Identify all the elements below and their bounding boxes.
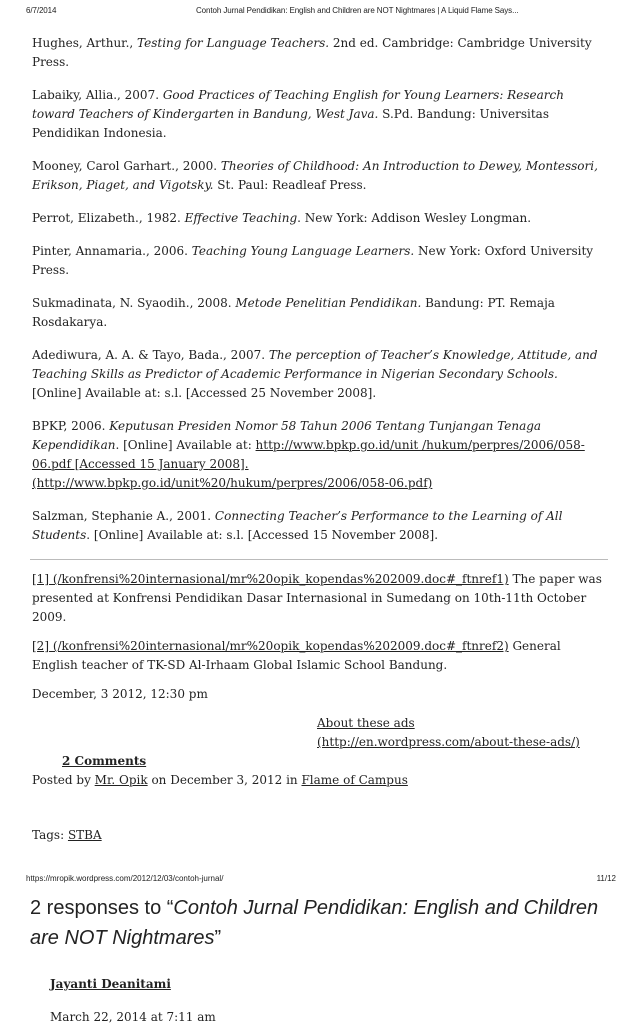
- comment-author-link[interactable]: Jayanti Deanitami: [50, 977, 171, 991]
- footnote-1-link[interactable]: [1] (/konfrensi%20internasional/mr%20opik_kopendas%202009.doc#_ftnref1): [32, 572, 509, 586]
- responses-heading: 2 responses to “Contoh Jurnal Pendidikan: English and Children are NOT Nightmares”: [30, 897, 599, 949]
- print-date: 6/7/2014: [26, 6, 57, 15]
- comments-count: [62, 752, 608, 771]
- page-number: 11/12: [596, 874, 616, 883]
- footnote-divider: [30, 559, 608, 560]
- footnote-2: [2] (/konfrensi%20internasional/mr%20opik_kopendas%202009.doc#_ftnref2) General English teacher of TK-SD Al-Irhaam Global Islamic School Bandung.: [32, 639, 561, 672]
- reference-item: Perrot, Elizabeth., 1982. Effective Teaching. New York: Addison Wesley Longman.: [32, 211, 532, 225]
- reference-item: Labaiky, Allia., 2007. Good Practices of Teaching English for Young Learners: Research toward Teachers of Kindergarten in Bandung, West Java. S.Pd. Bandung: Universitas Pendidikan Indonesia.: [32, 88, 564, 140]
- footnote-1: [1] (/konfrensi%20internasional/mr%20opik_kopendas%202009.doc#_ftnref1) The paper was presented at Konfrensi Pendidikan Dasar Internasional in Sumedang on 10th-11th October 2009.: [32, 572, 602, 624]
- post-date: December, 3 2012, 12:30 pm: [32, 687, 208, 701]
- page-header: [26, 6, 618, 18]
- page-footer: [26, 874, 616, 886]
- reference-item-salzman: Salzman, Stephanie A., 2001. Connecting Teacher’s Performance to the Learning of All Students. [Online] Available at: s.l. [Accessed 15 November 2008].: [32, 509, 563, 542]
- footnote-2-link[interactable]: [2] (/konfrensi%20internasional/mr%20opik_kopendas%202009.doc#_ftnref2): [32, 639, 509, 653]
- comment-date: March 22, 2014 at 7:11 am: [50, 1010, 216, 1024]
- reference-item-bpkp: BPKP, 2006. Keputusan Presiden Nomor 58 Tahun 2006 Tentang Tunjangan Tenaga Kependidikan. [Online] Available at: http://www.bpkp.go.id/unit /hukum/perpres/2006/058-06.pdf [Accessed 15 January 2008]. (http://www.bpkp.go.id/unit%20/hukum/perpres/2006/058-06.pdf): [32, 419, 585, 490]
- category-link[interactable]: Flame of Campus: [301, 773, 408, 787]
- bpkp-link[interactable]: http://www.bpkp.go.id/unit /hukum/perpres/2006/058-06.pdf [Accessed 15 January 2008]. (http://www.bpkp.go.id/unit%20/hukum/perpres/2006/058-06.pdf): [32, 438, 585, 490]
- reference-item: Hughes, Arthur., Testing for Language Teachers. 2nd ed. Cambridge: Cambridge University Press.: [32, 36, 592, 69]
- reference-item: Pinter, Annamaria., 2006. Teaching Young Language Learners. New York: Oxford University Press.: [32, 244, 594, 277]
- reference-item: Mooney, Carol Garhart., 2000. Theories of Childhood: An Introduction to Dewey, Montessori, Erikson, Piaget, and Vigotsky. St. Paul: Readleaf Press.: [32, 159, 598, 192]
- post-meta: Posted by Mr. Opik on December 3, 2012 in Flame of Campus: [32, 773, 408, 787]
- comments-link[interactable]: 2 Comments: [62, 754, 147, 768]
- reference-item: Sukmadinata, N. Syaodih., 2008. Metode Penelitian Pendidikan. Bandung: PT. Remaja Rosdakarya.: [32, 296, 555, 329]
- author-link[interactable]: Mr. Opik: [94, 773, 148, 787]
- comment-author: [50, 975, 608, 994]
- ads-block: [317, 714, 607, 752]
- footer-url: https://mropik.wordpress.com/2012/12/03/contoh-jurnal/: [26, 874, 224, 883]
- about-ads-link[interactable]: About these ads (http://en.wordpress.com/about-these-ads/): [317, 716, 580, 749]
- reference-item: Adediwura, A. A. & Tayo, Bada., 2007. The perception of Teacher’s Knowledge, Attitude, and Teaching Skills as Predictor of Academic Performance in Nigerian Secondary Schools. [Online] Available at: s.l. [Accessed 25 November 2008].: [32, 348, 598, 400]
- tag-link[interactable]: STBA: [67, 828, 102, 842]
- post-tags: Tags: STBA: [32, 828, 102, 842]
- print-title: Contoh Jurnal Pendidikan: English and Children are NOT Nightmares | A Liquid Flame Says...: [196, 6, 519, 15]
